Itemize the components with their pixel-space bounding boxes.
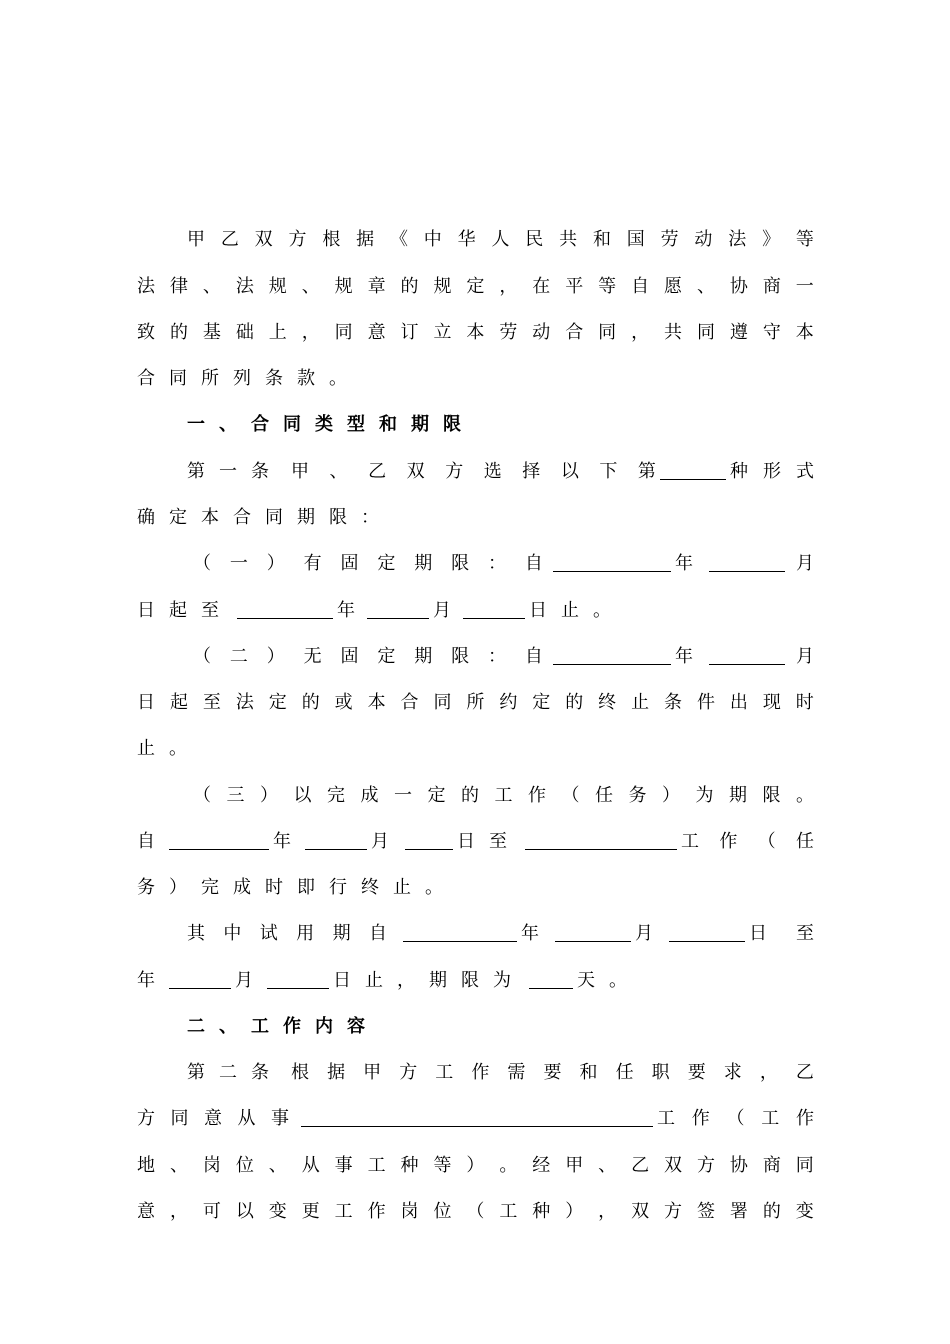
text-segment: 月	[371, 831, 389, 852]
text-segment: （ 二 ） 无 固 定 期 限 ： 自	[193, 646, 543, 667]
text-segment: 年	[273, 831, 291, 852]
text-line: 致 的 基 础 上 ， 同 意 订 立 本 劳 动 合 同 ， 共 同 遵 守 本	[137, 322, 814, 343]
blank-field	[669, 923, 745, 942]
article-label: 第一条	[187, 461, 283, 482]
article-2-job-line	[137, 1102, 814, 1132]
article-1-line	[187, 455, 814, 485]
text-line: 日 起 至 法 定 的 或 本 合 同 所 约 定 的 终 止 条 件 出 现 时	[137, 692, 814, 713]
text-segment: （ 一 ） 有 固 定 期 限 ： 自	[193, 553, 543, 574]
blank-field	[525, 831, 677, 850]
blank-field	[553, 553, 671, 572]
blank-field	[237, 600, 333, 619]
text-line: 务）完成时即行终止。	[137, 877, 457, 898]
text-segment: 年	[675, 553, 693, 574]
text-segment: 根 据 甲 方 工 作 需 要 和 任 职 要 求 ， 乙	[291, 1062, 814, 1083]
blank-field	[709, 646, 785, 665]
text-segment: 日起至	[137, 600, 233, 621]
blank-field	[367, 600, 429, 619]
task-term-line	[137, 825, 814, 855]
text-segment: 年	[675, 646, 693, 667]
text-line: 意 ， 可 以 变 更 工 作 岗 位 （ 工 种 ） ， 双 方 签 署 的 变	[137, 1201, 814, 1222]
text-segment: 种 形 式	[730, 461, 814, 482]
text-line: 合同所列条款。	[137, 368, 361, 389]
blank-field	[301, 1108, 653, 1127]
blank-field	[660, 461, 726, 480]
section-heading-1: 一 、 合 同 类 型 和 期 限	[187, 414, 461, 435]
blank-field	[405, 831, 453, 850]
text-segment: 日 至	[749, 923, 814, 944]
blank-field	[463, 600, 525, 619]
blank-field	[529, 970, 573, 989]
blank-field	[169, 970, 231, 989]
blank-field	[169, 831, 269, 850]
text-segment: 日止，期限为	[333, 970, 525, 991]
blank-field	[305, 831, 367, 850]
text-line: 确定本合同期限：	[137, 507, 393, 528]
fixed-term-end-line	[137, 594, 814, 624]
text-segment: 月	[796, 553, 814, 574]
text-segment: 其 中 试 用 期 自	[187, 923, 387, 944]
section-heading-2: 二 、 工 作 内 容	[187, 1016, 365, 1037]
text-segment: 月	[433, 600, 451, 621]
text-segment: 工 作 （ 任	[681, 831, 814, 852]
article-label: 第二条	[187, 1062, 283, 1083]
fixed-term-line	[193, 547, 814, 577]
text-segment: 月	[635, 923, 653, 944]
text-line: （ 三 ） 以 完 成 一 定 的 工 作 （ 任 务 ） 为 期 限 。	[193, 785, 814, 806]
text-line: 法 律 、 法 规 、 规 章 的 规 定 ， 在 平 等 自 愿 、 协 商 一	[137, 276, 814, 297]
probation-end-line	[137, 964, 814, 994]
text-line: 止。	[137, 738, 201, 759]
text-segment: 工 作 （ 工 作	[657, 1108, 814, 1129]
blank-field	[267, 970, 329, 989]
text-segment: 年	[337, 600, 355, 621]
blank-field	[403, 923, 517, 942]
text-line: 地 、 岗 位 、 从 事 工 种 等 ） 。 经 甲 、 乙 双 方 协 商 同	[137, 1155, 814, 1176]
open-term-line	[193, 640, 814, 670]
article-2-line	[187, 1056, 814, 1086]
text-segment: 日止。	[529, 600, 625, 621]
text-segment: 方 同 意 从 事	[137, 1108, 289, 1129]
text-segment: 日至	[457, 831, 521, 852]
blank-field	[555, 923, 631, 942]
text-segment: 甲 、 乙 双 方 选 择 以 下 第	[291, 461, 656, 482]
probation-line	[187, 917, 814, 947]
text-segment: 自	[137, 831, 155, 852]
blank-field	[709, 553, 785, 572]
text-segment: 天。	[577, 970, 641, 991]
text-segment: 年	[137, 970, 155, 991]
text-segment: 月	[235, 970, 253, 991]
blank-field	[553, 646, 671, 665]
text-segment: 月	[796, 646, 814, 667]
text-line: 甲 乙 双 方 根 据 《 中 华 人 民 共 和 国 劳 动 法 》 等	[187, 229, 814, 250]
text-segment: 年	[521, 923, 539, 944]
